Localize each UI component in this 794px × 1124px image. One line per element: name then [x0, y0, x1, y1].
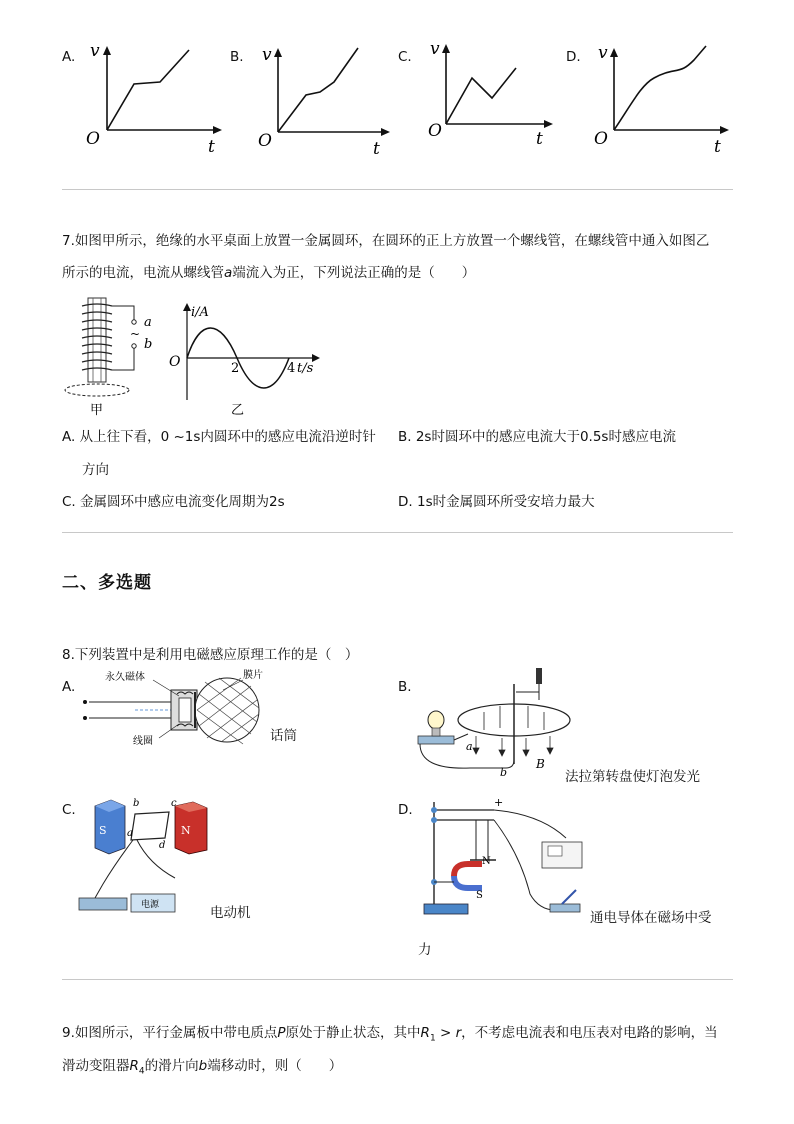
caption-yi: 乙 [231, 403, 245, 418]
option-label: B. [230, 49, 244, 65]
q8-d-caption-line1: 通电导体在磁场中受 [590, 910, 712, 926]
current-graph [165, 300, 325, 420]
origin: O [258, 131, 272, 151]
divider [62, 189, 733, 190]
caption-jia: 甲 [90, 403, 104, 417]
axis-t: t [536, 129, 543, 149]
q7-option-b[interactable]: B. 2s时圆环中的感应电流大于0.5s时感应电流 [398, 429, 676, 445]
field-B: B [536, 757, 545, 771]
power-source: 电源 [141, 900, 160, 910]
q8-d-label[interactable]: D. [398, 802, 413, 818]
label-coil: 线圈 [133, 736, 153, 747]
label-permanent-magnet: 永久磁体 [105, 672, 145, 683]
point-b: b [500, 766, 508, 779]
q7-option-c[interactable]: C. 金属圆环中感应电流变化周期为2s [62, 494, 285, 510]
terminal-b: b [144, 337, 153, 352]
option-label: C. [398, 49, 412, 65]
origin: O [594, 129, 608, 149]
q7-stem-line2: 所示的电流，电流从螺线管a端流入为正，下列说法正确的是（ ） [62, 265, 476, 281]
coil-b: b [133, 798, 140, 809]
coil-d: d [159, 840, 166, 851]
terminal-a: a [144, 315, 152, 330]
q9-stem-line2: 滑动变阻器$R_4$的滑片向b端移动时，则（ ） [62, 1058, 343, 1077]
origin: O [169, 354, 181, 370]
axis-t: t [373, 139, 380, 159]
divider [62, 532, 733, 533]
q7-option-a-line2[interactable]: 方向 [82, 462, 109, 478]
section-title: 二、多选题 [62, 573, 152, 593]
origin: O [86, 129, 100, 149]
q7-option-a-line1[interactable]: A. 从上往下看，0 ~1s内圆环中的感应电流沿逆时针 [62, 429, 376, 445]
graph-b [230, 40, 390, 160]
axis-v: v [262, 45, 272, 65]
q8-c-caption: 电动机 [210, 905, 251, 921]
q8-a-caption: 话筒 [270, 728, 297, 744]
q8-b-caption: 法拉第转盘使灯泡发光 [565, 769, 700, 785]
tick-4: 4 [287, 361, 296, 376]
q8-c-label[interactable]: C. [62, 802, 76, 818]
axis-i: i/A [191, 305, 209, 320]
microphone-figure [75, 668, 275, 748]
coil-c: c [171, 798, 177, 809]
graph-c [398, 40, 558, 160]
q9-stem-line1: 9.如图所示，平行金属板中带电质点P原处于静止状态，其中$R_1 > r$，不考虑电流表和电压表对电路的影响，当 [62, 1025, 718, 1044]
q7-option-d[interactable]: D. 1s时金属圆环所受安培力最大 [398, 494, 595, 510]
axis-t: t [714, 137, 721, 157]
pole-N: N [482, 856, 491, 867]
vt-graph-d [576, 40, 736, 160]
q8-d-caption-line2: 力 [418, 942, 432, 958]
axis-t: t/s [297, 361, 314, 376]
pole-S: S [99, 824, 107, 837]
q8-b-label[interactable]: B. [398, 679, 412, 695]
solenoid-figure [60, 292, 160, 417]
point-a: a [466, 740, 473, 753]
axis-v: v [430, 40, 440, 59]
axis-v: v [598, 43, 608, 63]
q8-stem: 8.下列装置中是利用电磁感应原理工作的是（ ） [62, 647, 359, 663]
origin: O [428, 121, 442, 141]
ac-symbol: ~ [130, 327, 141, 341]
axis-t: t [208, 137, 215, 157]
pole-S: S [476, 890, 483, 901]
label-diaphragm: 膜片 [243, 670, 263, 681]
graph-d [566, 40, 736, 160]
axis-v: v [90, 41, 100, 61]
divider [62, 979, 733, 980]
coil-a: a [127, 828, 133, 839]
q7-stem-line1: 7.如图甲所示，绝缘的水平桌面上放置一金属圆环，在圆环的正上方放置一个螺线管，在螺线管中通入如图乙 [62, 233, 710, 249]
tick-2: 2 [231, 361, 240, 376]
q8-a-label[interactable]: A. [62, 679, 76, 695]
plus-terminal: + [494, 796, 504, 809]
vt-graph-c [408, 40, 558, 160]
option-label: D. [566, 49, 581, 65]
vt-graph-a [72, 40, 222, 160]
graph-a [62, 40, 222, 160]
pole-N: N [181, 824, 191, 837]
option-label: A. [62, 49, 76, 65]
faraday-disc-figure [410, 664, 580, 782]
vt-graph-b [240, 40, 390, 160]
conductor-force-figure [410, 794, 590, 924]
motor-figure [75, 794, 215, 924]
